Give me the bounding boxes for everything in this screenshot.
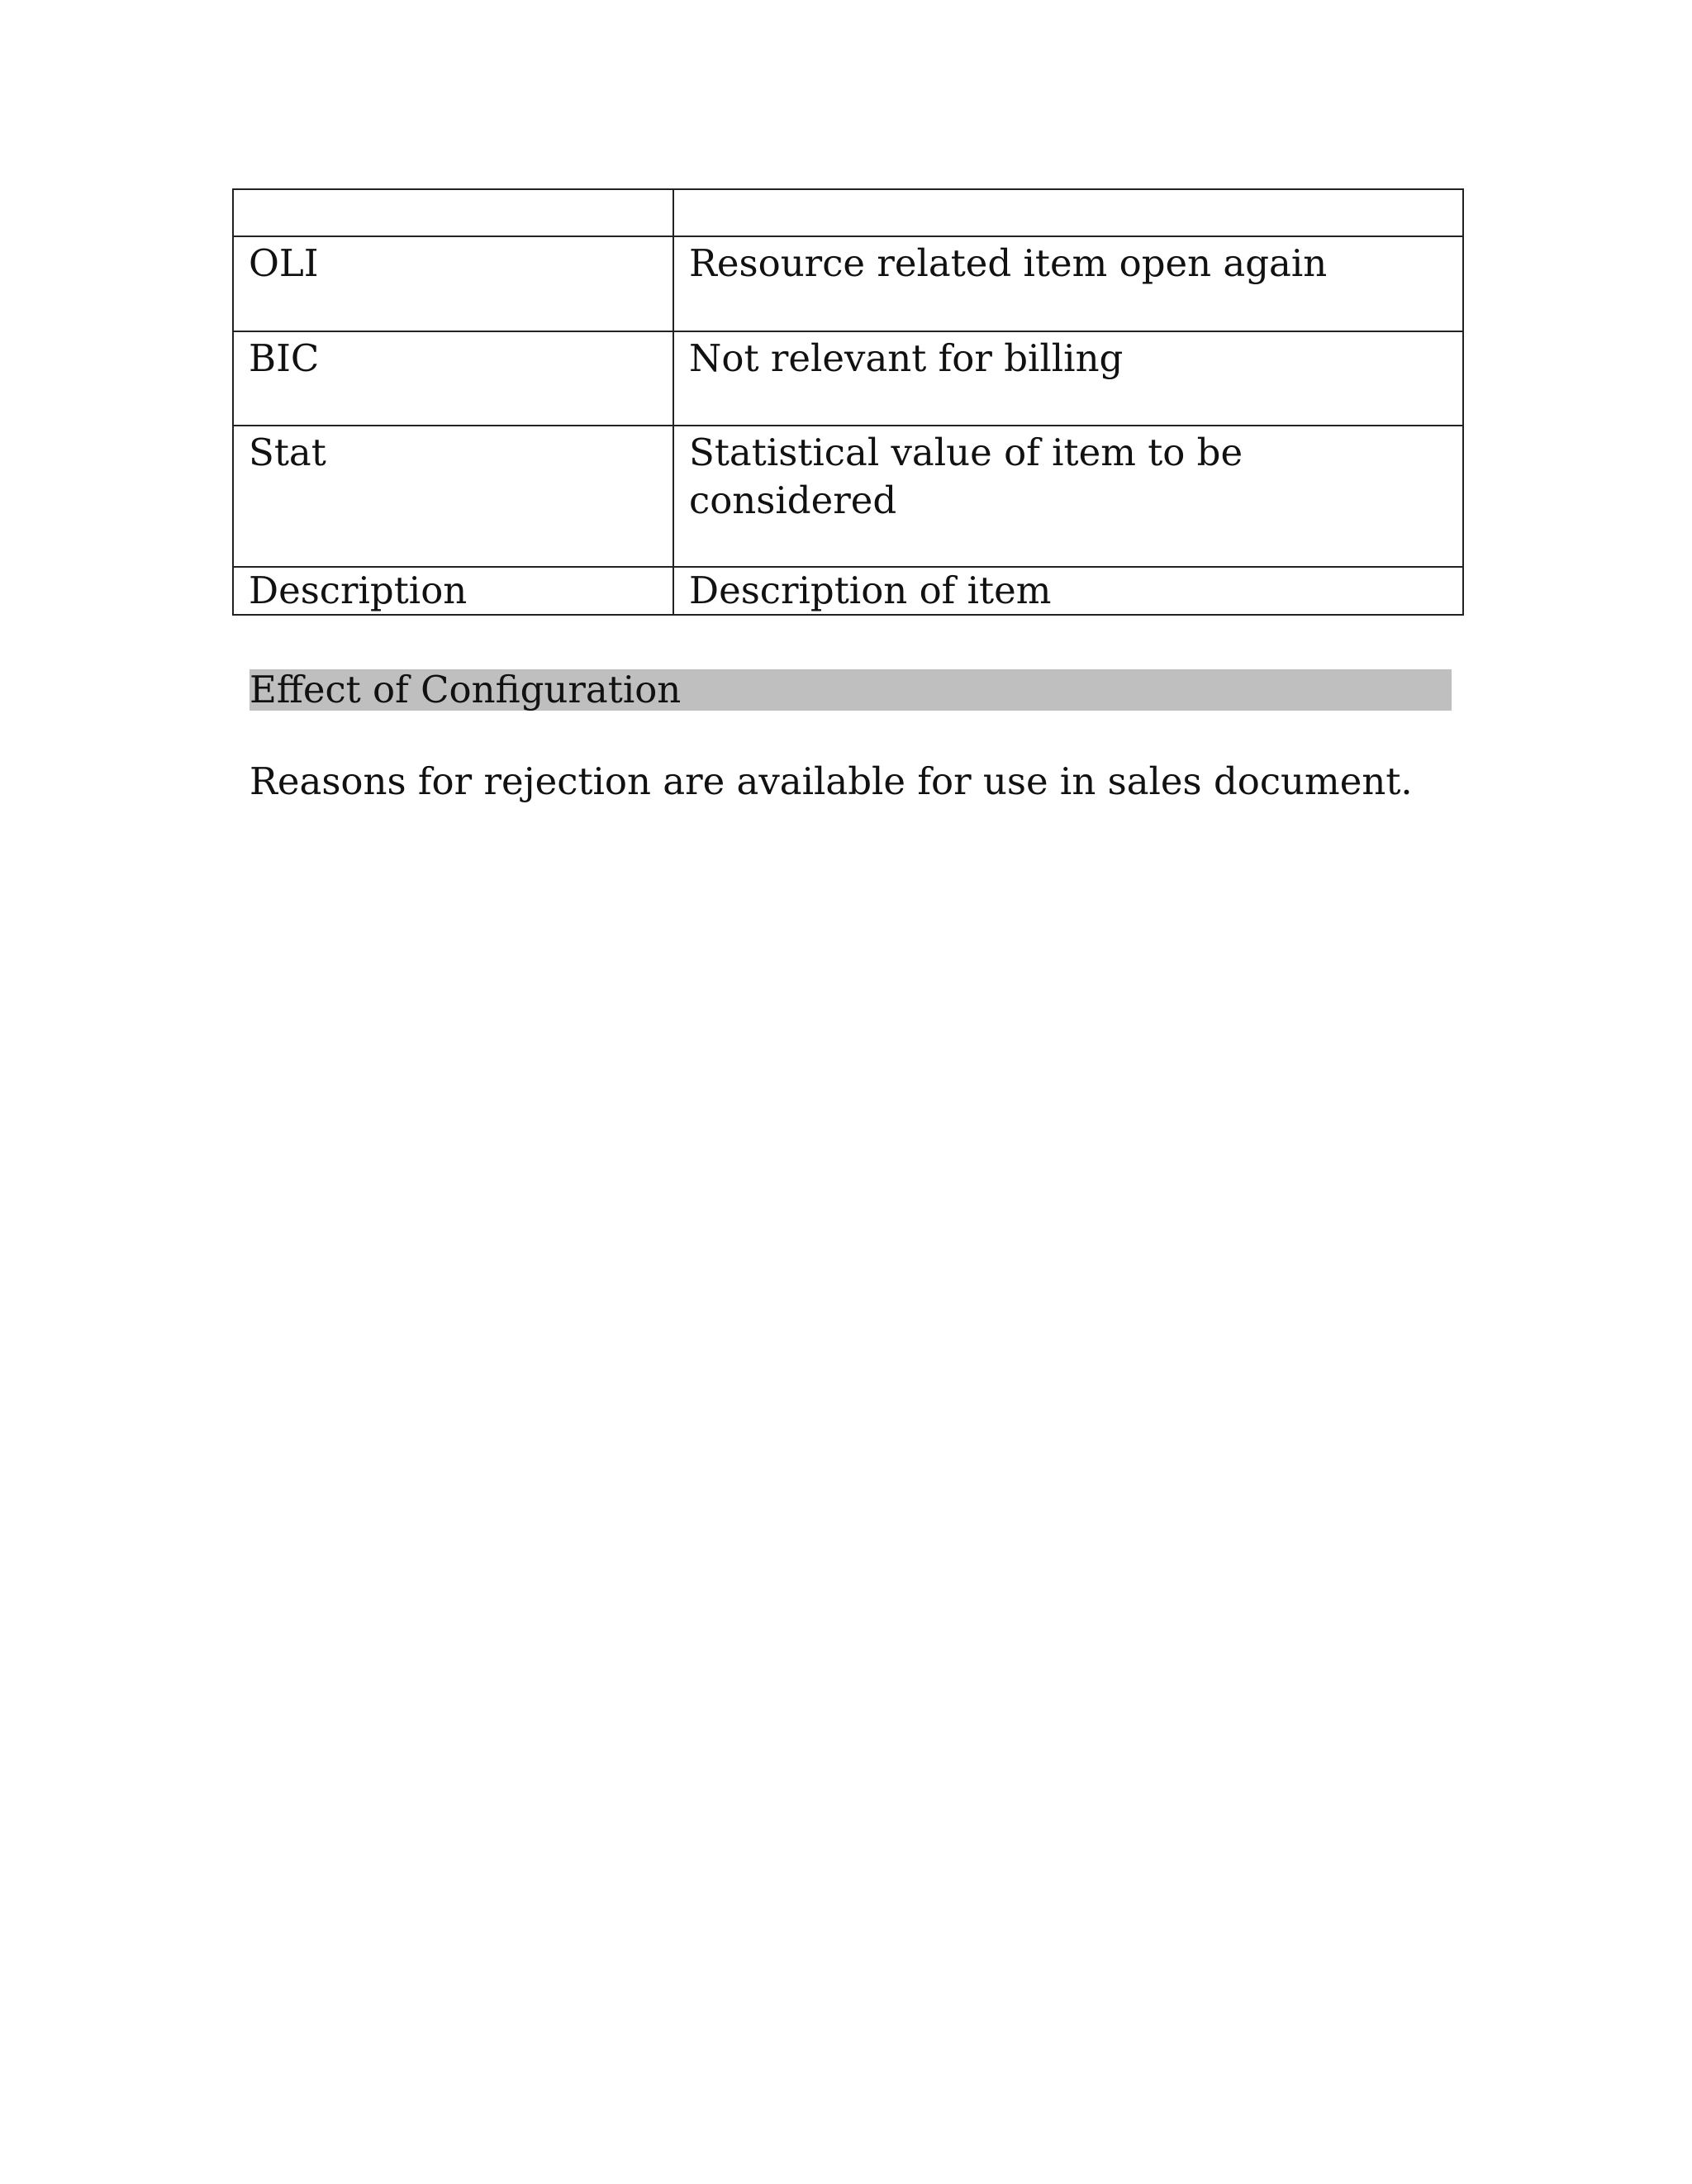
table-cell-description	[673, 189, 1463, 236]
table-cell-code	[233, 189, 673, 236]
table-cell-description: Resource related item open again	[673, 236, 1463, 331]
section-heading: Effect of Configuration	[250, 669, 1452, 711]
table-row	[233, 567, 1463, 615]
field-table	[232, 188, 1464, 616]
table-cell-code: OLI	[233, 236, 673, 331]
table-cell-code: Description	[233, 567, 673, 615]
table-cell-description: Statistical value of item to be considered	[673, 426, 1463, 567]
table-cell-description: Description of item	[673, 567, 1463, 615]
body-paragraph: Reasons for rejection are available for use in sales document.	[250, 759, 1413, 803]
table-cell-description: Not relevant for billing	[673, 331, 1463, 426]
table-row	[233, 189, 1463, 236]
table-cell-code: Stat	[233, 426, 673, 567]
table-row	[233, 236, 1463, 331]
table-cell-code: BIC	[233, 331, 673, 426]
table-row	[233, 331, 1463, 426]
table-row	[233, 426, 1463, 567]
